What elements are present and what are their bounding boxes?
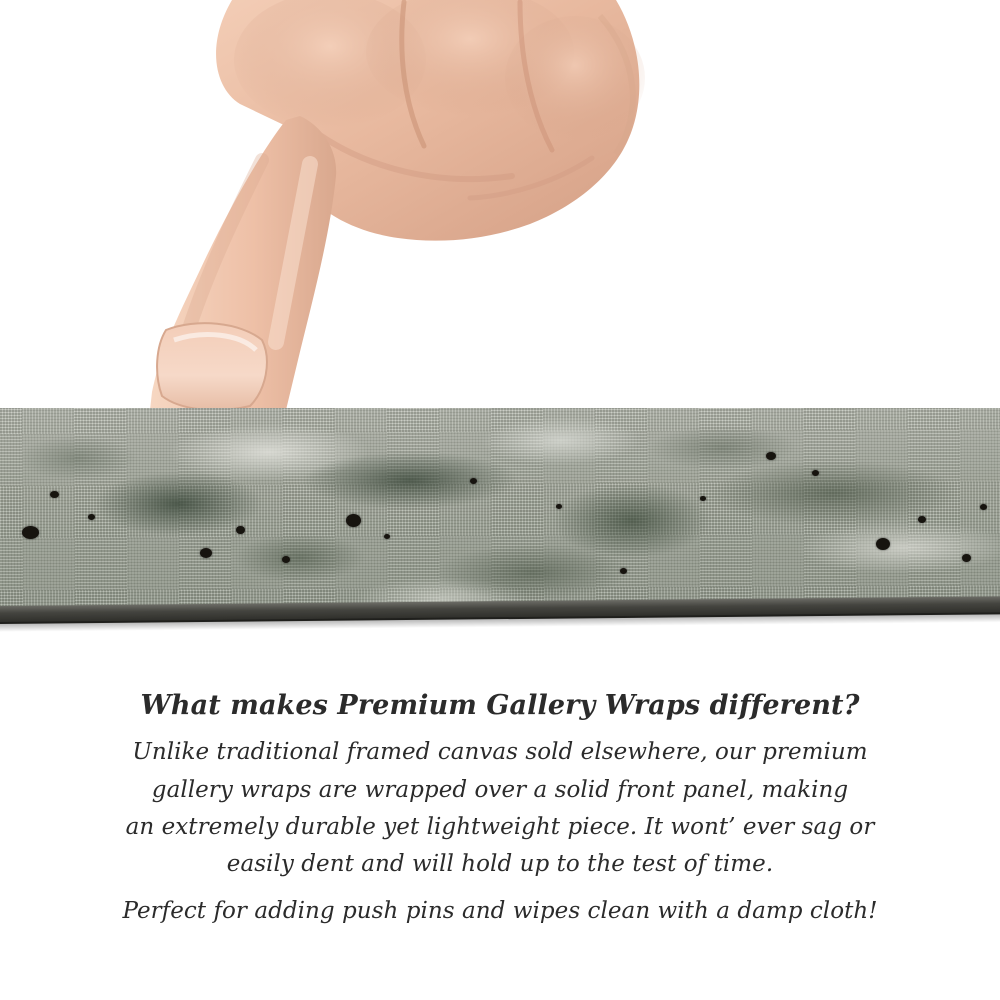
canvas-speck xyxy=(22,526,39,539)
canvas-speck xyxy=(282,556,290,563)
hand-photo-area xyxy=(0,0,1000,410)
canvas-speck xyxy=(200,548,212,558)
canvas-speck xyxy=(384,534,390,539)
canvas-speck xyxy=(346,514,361,527)
canvas-speck xyxy=(236,526,245,534)
canvas-speck xyxy=(766,452,776,460)
canvas-speck xyxy=(700,496,706,501)
hand-illustration xyxy=(0,0,1000,410)
canvas-speck xyxy=(876,538,890,550)
caption-closing-line: Perfect for adding push pins and wipes clean with a damp cloth! xyxy=(122,898,878,925)
canvas-speck xyxy=(620,568,627,574)
canvas-speck xyxy=(918,516,926,523)
caption-line-3: an extremely durable yet lightweight piece. It wont’ ever sag or xyxy=(125,813,875,840)
canvas-edge-photo xyxy=(0,408,1000,640)
caption-line-1: Unlike traditional framed canvas sold elsewhere, our premium xyxy=(132,739,868,766)
canvas-speck xyxy=(50,491,59,498)
canvas-speck xyxy=(470,478,477,484)
caption-line-2: gallery wraps are wrapped over a solid front panel, making xyxy=(151,776,849,803)
canvas-speck xyxy=(962,554,971,562)
caption-block xyxy=(0,690,1000,931)
caption-line-4: easily dent and will hold up to the test of time. xyxy=(226,851,774,878)
canvas-speck xyxy=(812,470,819,476)
canvas-speck xyxy=(980,504,987,510)
canvas-speck xyxy=(556,504,562,509)
canvas-speck xyxy=(88,514,95,520)
canvas-face-texture xyxy=(0,408,1000,620)
caption-heading: What makes Premium Gallery Wraps different? xyxy=(140,690,860,721)
